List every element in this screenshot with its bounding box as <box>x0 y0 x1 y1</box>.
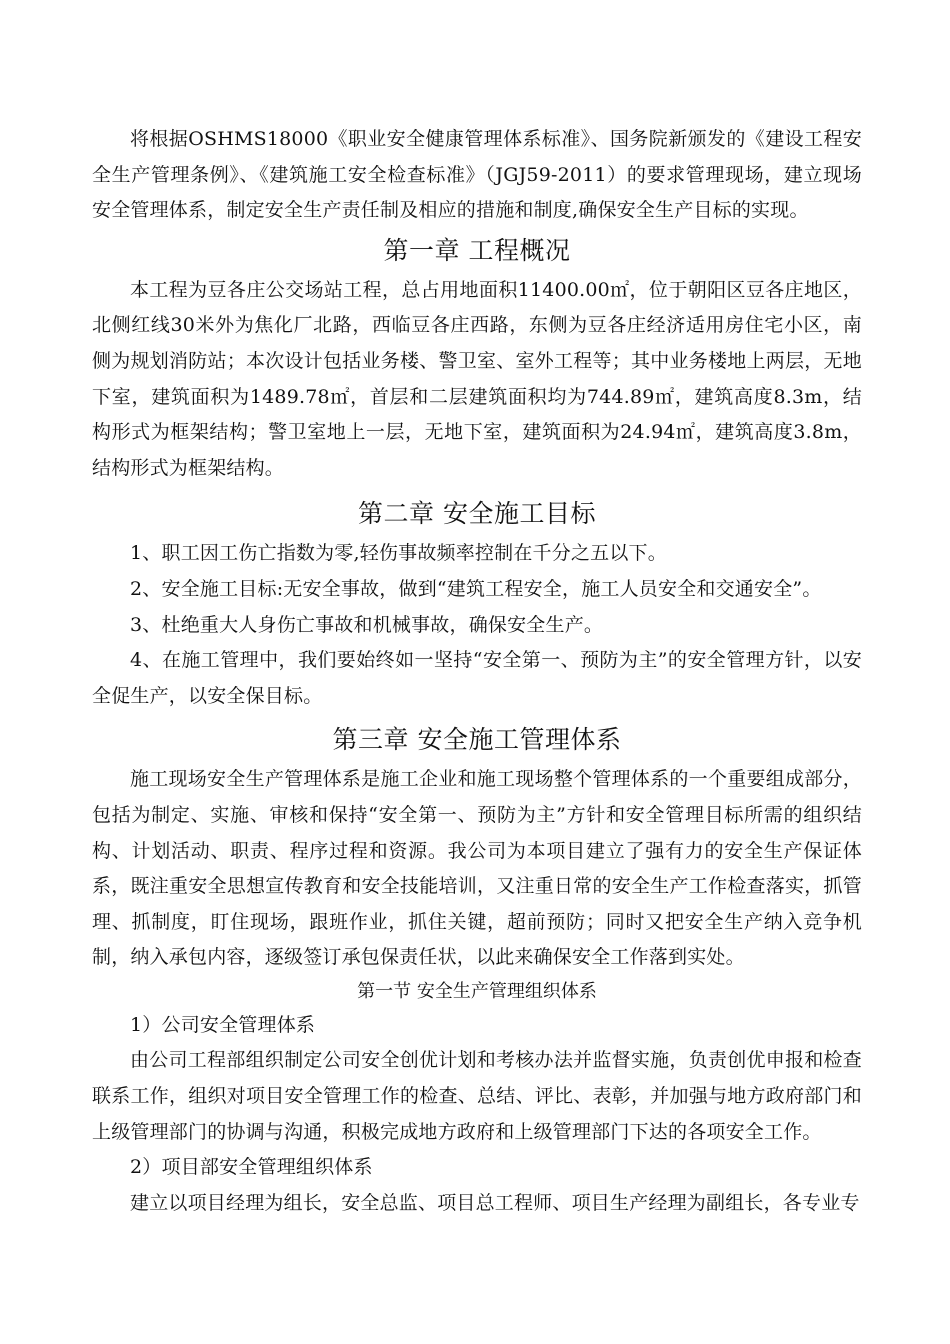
chapter-3-title: 第三章 安全施工管理体系 <box>332 725 622 755</box>
chapter-1-title: 第一章 工程概况 <box>383 235 571 265</box>
section-1-title: 第一节 安全生产管理组织体系 <box>357 980 597 1002</box>
chapter-2-title: 第二章 安全施工目标 <box>358 499 596 529</box>
subsection-2-title: 2）项目部安全管理组织体系 <box>130 1156 373 1179</box>
subsection-1-title: 1）公司安全管理体系 <box>130 1013 316 1036</box>
chapter-3-body: 施工现场安全生产管理体系是施工企业和施工现场整个管理体系的一个重要组成部分，包括为制定、实施、审核和保持“安全第一、预防为主”方针和安全管理目标所需的组织结构、计划活动、职责、程序过程和资源。我公司为本项目建立了强有力的安全生产保证体系，既注重安全思想宣传教育和安全技能培训，又注重日常的安全生产工作检查落实，抓管理、抓制度，盯住现场，跟班作业，抓住关键，超前预防；同时又把安全生产纳入竞争机制，纳入承包内容，逐级签订承包保责任状，以此来确保安全工作落到实处。 <box>92 768 862 969</box>
document-page <box>92 122 862 1221</box>
subsection-1-body: 由公司工程部组织制定公司安全创优计划和考核办法并监督实施，负责创优申报和检查联系工作，组织对项目安全管理工作的检查、总结、评比、表彰，并加强与地方政府部门和上级管理部门的协调与沟通，积极完成地方政府和上级管理部门下达的各项安全工作。 <box>92 1049 862 1143</box>
intro-paragraph: 将根据OSHMS18000《职业安全健康管理体系标准》、国务院新颁发的《建设工程安全生产管理条例》、《建筑施工安全检查标准》（JGJ59-2011）的要求管理现场，建立现场安全管理体系，制定安全生产责任制及相应的措施和制度,确保安全生产目标的实现。 <box>92 128 862 222</box>
goal-item-4: 4、在施工管理中，我们要始终如一坚持“安全第一、预防为主”的安全管理方针，以安全促生产，以安全保目标。 <box>92 649 862 707</box>
goal-item-3: 3、杜绝重大人身伤亡事故和机械事故，确保安全生产。 <box>130 613 604 636</box>
chapter-1-body: 本工程为豆各庄公交场站工程，总占用地面积11400.00㎡，位于朝阳区豆各庄地区，北侧红线30米外为焦化厂北路，西临豆各庄西路，东侧为豆各庄经济适用房住宅小区，南侧为规划消防站；本次设计包括业务楼、警卫室、室外工程等；其中业务楼地上两层，无地下室，建筑面积为1489.78㎡，首层和二层建筑面积均为744.89㎡，建筑高度8.3m，结构形式为框架结构；警卫室地上一层，无地下室，建筑面积为24.94㎡，建筑高度3.8m，结构形式为框架结构。 <box>92 278 862 479</box>
goal-item-2: 2、安全施工目标:无安全事故，做到“建筑工程安全，施工人员安全和交通安全”。 <box>130 577 822 600</box>
goal-item-1: 1、职工因工伤亡指数为零,轻伤事故频率控制在千分之五以下。 <box>130 542 667 565</box>
subsection-2-body: 建立以项目经理为组长，安全总监、项目总工程师、项目生产经理为副组长，各专业专 <box>130 1191 860 1214</box>
